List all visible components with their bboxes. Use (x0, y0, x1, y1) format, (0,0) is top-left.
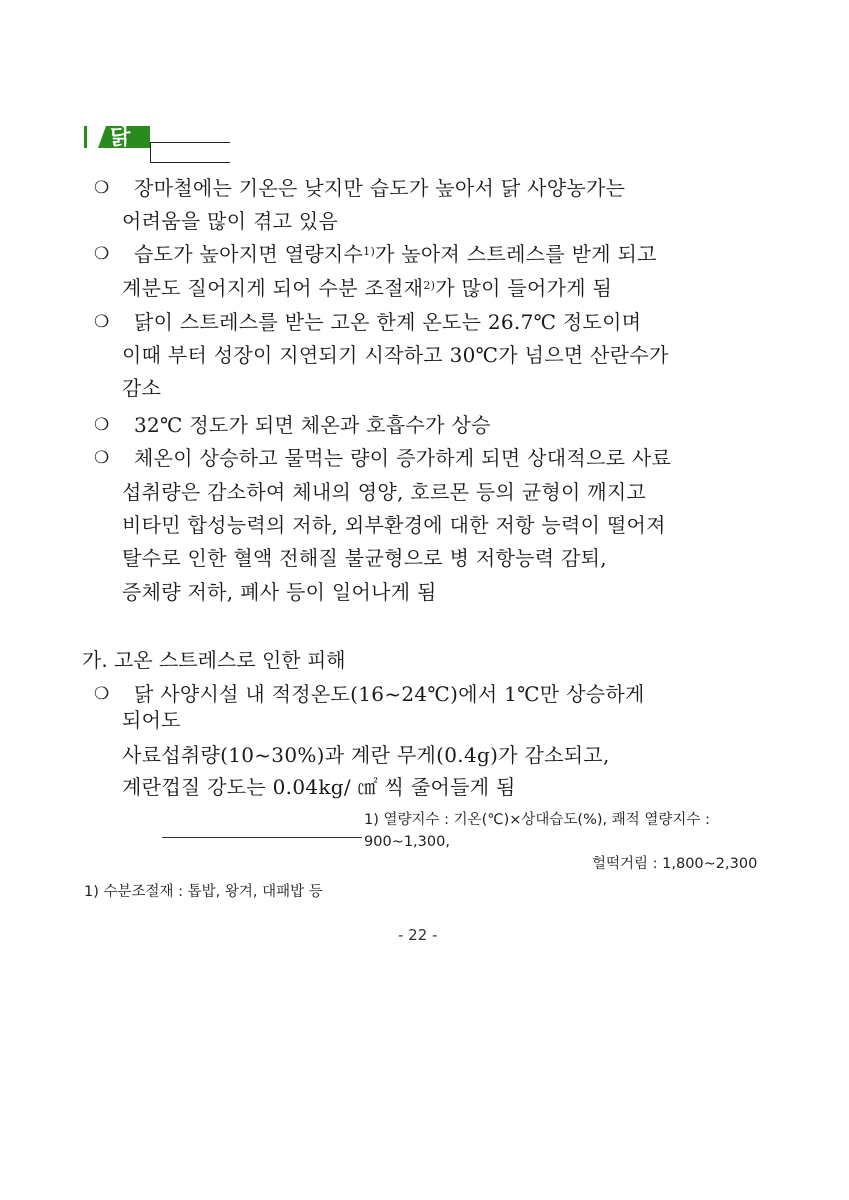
header-title-block (98, 126, 248, 148)
footnote-1-line-3: 헐떡거림 : 1,800~2,300 (592, 856, 758, 872)
header-title: 닭 (110, 125, 131, 149)
bullet-2-line-1 (134, 240, 657, 268)
footnote-ref: 1) (363, 245, 376, 258)
bullet-icon: ❍ (94, 244, 110, 264)
header-slash-decoration (98, 126, 106, 148)
header-rule-bottom (150, 162, 230, 163)
section-title: 가. 고온 스트레스로 인한 피해 (82, 648, 346, 672)
bullet-4-line-1: 32℃ 정도가 되면 체온과 호흡수가 상승 (134, 413, 491, 437)
footnote-separator (162, 837, 362, 838)
section-extra-line-2: 계란껍질 강도는 0.04kg/ ㎠ 씩 줄어들게 됨 (122, 775, 516, 799)
text-segment: 가 많이 들어가게 됨 (435, 276, 613, 300)
bullet-5-line-3: 비타민 합성능력의 저하, 외부환경에 대한 저항 능력이 떨어져 (122, 513, 666, 537)
bullet-3-line-3: 감소 (122, 376, 162, 400)
header-rule-top (150, 142, 230, 143)
footnote-ref: 2) (423, 279, 436, 292)
section-bullet-line-2: 되어도 (122, 708, 181, 732)
text-segment: 계분도 질어지게 되어 수분 조절재 (122, 276, 424, 300)
bullet-icon: ❍ (94, 684, 110, 704)
bullet-3-line-2: 이때 부터 성장이 지연되기 시작하고 30℃가 넘으면 산란수가 (122, 343, 669, 367)
footnote-2: 1) 수분조절재 : 톱밥, 왕겨, 대패밥 등 (84, 884, 323, 900)
bullet-icon: ❍ (94, 178, 110, 198)
text-segment: 가 높아져 스트레스를 받게 되고 (375, 242, 657, 266)
footnote-1-line-2: 900~1,300, (364, 834, 450, 850)
text-segment: 습도가 높아지면 열량지수 (134, 242, 364, 266)
bullet-5-line-1: 체온이 상승하고 물먹는 량이 증가하게 되면 상대적으로 사료 (134, 446, 672, 470)
header-accent-bar (84, 126, 87, 148)
bullet-icon: ❍ (94, 415, 110, 435)
section-header-tag (84, 124, 224, 164)
bullet-5-line-4: 탈수로 인한 혈액 전해질 불균형으로 병 저항능력 감퇴, (122, 546, 607, 570)
section-extra-line-1: 사료섭취량(10~30%)과 계란 무게(0.4g)가 감소되고, (122, 743, 610, 767)
bullet-icon: ❍ (94, 448, 110, 468)
bullet-5-line-2: 섭취량은 감소하여 체내의 영양, 호르몬 등의 균형이 깨지고 (122, 480, 647, 504)
section-bullet-line-1: 닭 사양시설 내 적정온도(16~24℃)에서 1℃만 상승하게 (134, 682, 645, 706)
bullet-icon: ❍ (94, 312, 110, 332)
bullet-3-line-1: 닭이 스트레스를 받는 고온 한계 온도는 26.7℃ 정도이며 (134, 310, 642, 334)
bullet-5-line-5: 증체량 저하, 폐사 등이 일어나게 됨 (122, 580, 437, 604)
bullet-1-line-2: 어려움을 많이 겪고 있음 (122, 209, 339, 233)
bullet-2-line-2 (122, 274, 612, 302)
footnote-1-line-1: 1) 열량지수 : 기온(℃)×상대습도(%), 쾌적 열량지수 : (364, 812, 710, 828)
header-rule-side (150, 142, 151, 162)
bullet-1-line-1: 장마철에는 기온은 낮지만 습도가 높아서 닭 사양농가는 (134, 176, 626, 200)
page-number: - 22 - (398, 926, 438, 944)
